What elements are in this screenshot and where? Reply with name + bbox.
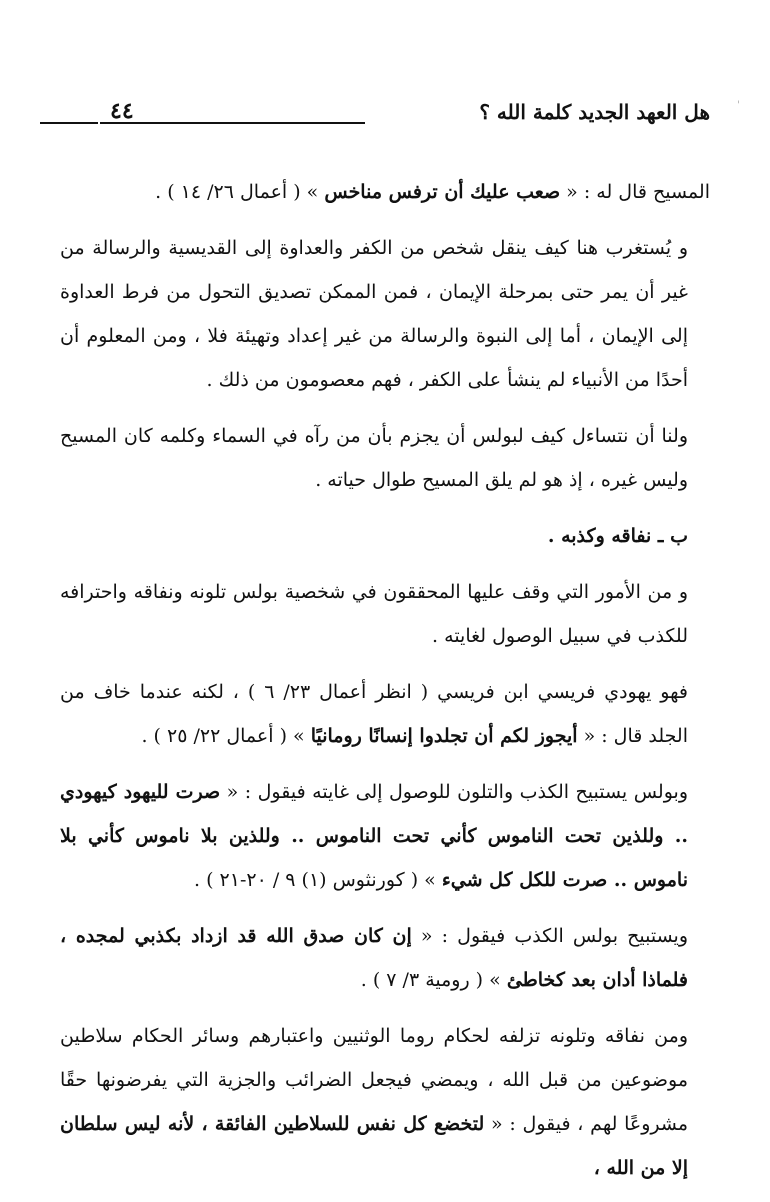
page-number: ٤٤	[110, 98, 134, 124]
paragraph-8	[60, 1014, 710, 1190]
paragraph-1	[60, 170, 710, 214]
page-body	[60, 170, 710, 1202]
paragraph-7	[60, 914, 710, 1002]
text-run: و يُستغرب هنا كيف ينقل شخص من الكفر والعداوة إلى القديسية والرسالة من غير أن يمر حتى بمرحلة الإيمان ، فمن الممكن تصديق التحول من فرط العداوة إلى الإيمان ، أما إلى النبوة والرسالة من غير إعداد وتهيئة فلا ، ومن المعلوم أن أحدًا من الأنبياء لم ينشأ على الكفر ، فهم معصومون من ذلك .	[60, 237, 688, 391]
text-run: ولنا أن نتساءل كيف لبولس أن يجزم بأن من رآه في السماء وكلمه كان المسيح وليس غيره ، إذ هو لم يلق المسيح طوال حياته .	[60, 425, 688, 491]
quote-bold: أيجوز لكم أن تجلدوا إنسانًا رومانيًا	[310, 725, 578, 747]
header-rule-short	[40, 122, 98, 124]
running-header	[40, 96, 710, 136]
text-run: فهو يهودي فريسي ابن فريسي ( انظر أعمال ٢٣/ ٦ ) ، لكنه عندما خاف من الجلد قال : «	[60, 681, 688, 747]
text-run: » ( كورنثوس (١) ٩ / ٢٠-٢١ ) .	[193, 869, 442, 891]
paragraph-5	[60, 670, 710, 758]
text-run: » ( أعمال ٢٦/ ١٤ ) .	[155, 181, 325, 203]
paragraph-3	[60, 414, 710, 502]
text-run: المسيح قال له : «	[560, 181, 710, 203]
quote-bold: لتخضع كل نفس للسلاطين الفائقة ، لأنه ليس سلطان إلا من الله ،	[60, 1113, 688, 1179]
paragraph-2	[60, 226, 710, 402]
paragraph-6	[60, 770, 710, 902]
text-run: ويستبيح بولس الكذب فيقول : «	[411, 925, 688, 947]
quote-bold: إن كان صدق الله قد ازداد بكذبي لمجده ، فلماذا أدان بعد كخاطئ	[60, 925, 688, 991]
quote-bold: صرت لليهود كيهودي .. وللذين تحت الناموس كأني تحت الناموس .. وللذين بلا ناموس كأني بلا ناموس .. صرت للكل كل شيء	[60, 781, 688, 891]
text-run: » ( رومية ٣/ ٧ ) .	[360, 969, 507, 991]
paragraph-4	[60, 570, 710, 658]
text-run: » ( أعمال ٢٢/ ٢٥ ) .	[141, 725, 311, 747]
header-rule	[100, 122, 365, 124]
scan-mark: '	[737, 100, 740, 111]
running-title: هل العهد الجديد كلمة الله ؟	[479, 100, 710, 124]
text-run: و من الأمور التي وقف عليها المحققون في شخصية بولس تلونه ونفاقه واحترافه للكذب في سبيل الوصول لغايته .	[60, 581, 688, 647]
text-run: ومن نفاقه وتلونه تزلفه لحكام روما الوثنيين واعتبارهم وسائر الحكام سلاطين موضوعين من قبل الله ، ويمضي فيجعل الضرائب والجزية التي يفرضونها حقًا مشروعًا لهم ، فيقول : «	[60, 1025, 688, 1135]
text-run: وبولس يستبيح الكذب والتلون للوصول إلى غايته فيقول : «	[220, 781, 688, 803]
quote-bold: صعب عليك أن ترفس مناخس	[324, 181, 561, 203]
section-subheading: ب ـ نفاقه وكذبه .	[547, 525, 688, 547]
